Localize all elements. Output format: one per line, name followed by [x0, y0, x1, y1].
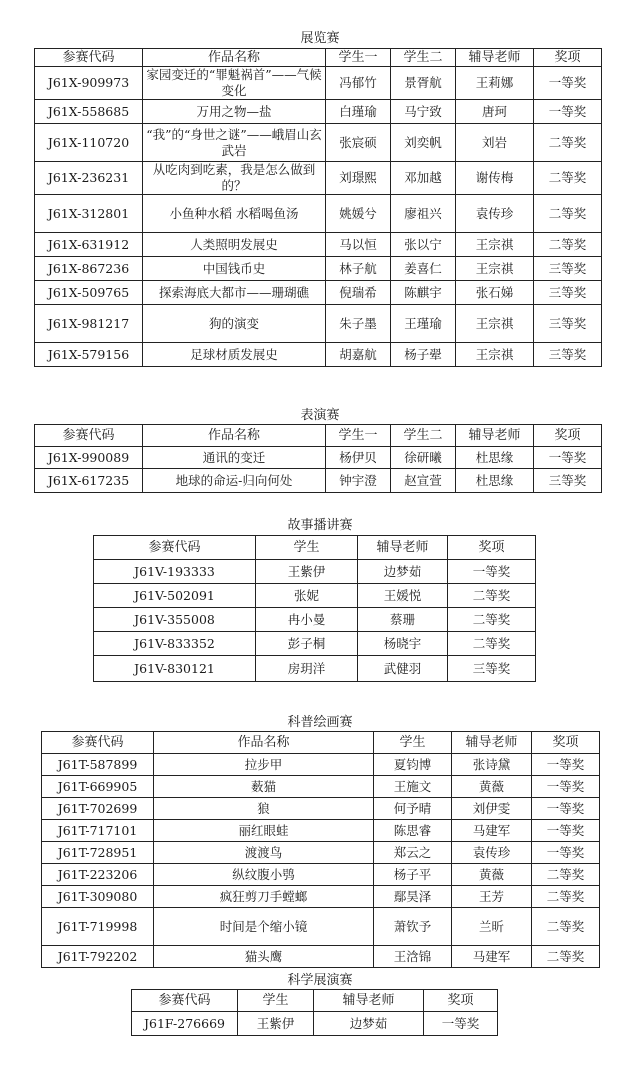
table-cell: 丽红眼蛙: [154, 820, 374, 842]
table-cell: J61V-193333: [94, 560, 256, 584]
table-row: [35, 343, 602, 367]
table-row: [42, 864, 600, 886]
table-cell: 边梦茹: [358, 560, 448, 584]
table-cell: 通讯的变迁: [143, 447, 326, 469]
table-cell: 纵纹腹小鸮: [154, 864, 374, 886]
table-cell: 唐珂: [456, 100, 534, 124]
table-cell: 陈麒宇: [391, 281, 456, 305]
table-cell: J61X-509765: [35, 281, 143, 305]
table-cell: J61X-558685: [35, 100, 143, 124]
table-row: [42, 886, 600, 908]
table-cell: 冉小曼: [256, 608, 358, 632]
table-cell: J61X-990089: [35, 447, 143, 469]
table-row: [42, 908, 600, 946]
table-row: [132, 1012, 498, 1036]
table-cell: 王浛锦: [374, 946, 452, 968]
table-cell: J61X-617235: [35, 469, 143, 493]
table-cell: J61X-981217: [35, 305, 143, 343]
column-header: 学生: [256, 536, 358, 560]
table-cell: 三等奖: [448, 656, 536, 682]
science-show-title: 科学展演赛: [287, 973, 353, 988]
column-header: 作品名称: [143, 425, 326, 447]
table-cell: 郑云之: [374, 842, 452, 864]
table-cell: 狗的演变: [143, 305, 326, 343]
table-cell: 王紫伊: [256, 560, 358, 584]
table-cell: 姚媛兮: [326, 195, 391, 233]
table-row: [42, 946, 600, 968]
table-cell: J61V-833352: [94, 632, 256, 656]
table-cell: J61V-502091: [94, 584, 256, 608]
table-cell: 二等奖: [534, 162, 602, 195]
table-row: [35, 124, 602, 162]
table-cell: J61X-312801: [35, 195, 143, 233]
table-cell: 邓加越: [391, 162, 456, 195]
painting-table: [41, 731, 600, 968]
table-cell: 鄢昊泽: [374, 886, 452, 908]
table-cell: 一等奖: [534, 100, 602, 124]
table-cell: 冯郁竹: [326, 67, 391, 100]
table-cell: 足球材质发展史: [143, 343, 326, 367]
table-cell: 倪瑞希: [326, 281, 391, 305]
table-cell: 一等奖: [532, 798, 600, 820]
table-cell: 马宁致: [391, 100, 456, 124]
table-cell: 王媛悦: [358, 584, 448, 608]
table-cell: 张诗黛: [452, 754, 532, 776]
table-cell: 马建军: [452, 946, 532, 968]
table-row: [35, 195, 602, 233]
table-cell: 二等奖: [534, 124, 602, 162]
column-header: 辅导老师: [358, 536, 448, 560]
table-cell: J61V-355008: [94, 608, 256, 632]
table-cell: J61T-223206: [42, 864, 154, 886]
column-header: 参赛代码: [35, 425, 143, 447]
column-header: 作品名称: [143, 49, 326, 67]
table-cell: 探索海底大都市——珊瑚礁: [143, 281, 326, 305]
column-header: 学生: [238, 990, 314, 1012]
table-row: [35, 469, 602, 493]
table-row: [35, 447, 602, 469]
column-header: 学生一: [326, 425, 391, 447]
table-cell: 张妮: [256, 584, 358, 608]
table-cell: J61T-717101: [42, 820, 154, 842]
table-cell: J61X-631912: [35, 233, 143, 257]
table-cell: 武健羽: [358, 656, 448, 682]
table-cell: 房玥洋: [256, 656, 358, 682]
column-header: 辅导老师: [456, 49, 534, 67]
table-cell: J61X-579156: [35, 343, 143, 367]
header-row: [94, 536, 536, 560]
table-cell: 谢传梅: [456, 162, 534, 195]
table-cell: 三等奖: [534, 257, 602, 281]
table-cell: 王宗祺: [456, 257, 534, 281]
table-cell: 一等奖: [448, 560, 536, 584]
header-row: [35, 425, 602, 447]
table-row: [42, 798, 600, 820]
table-cell: 朱子墨: [326, 305, 391, 343]
table-cell: 徐研曦: [391, 447, 456, 469]
table-cell: 疯狂剪刀手螳螂: [154, 886, 374, 908]
table-cell: J61F-276669: [132, 1012, 238, 1036]
table-cell: 黄薇: [452, 776, 532, 798]
table-cell: 蔡珊: [358, 608, 448, 632]
table-cell: 二等奖: [532, 886, 600, 908]
table-cell: 二等奖: [448, 584, 536, 608]
column-header: 奖项: [534, 49, 602, 67]
table-row: [42, 776, 600, 798]
table-cell: 何予晴: [374, 798, 452, 820]
table-cell: 袁传珍: [452, 842, 532, 864]
table-cell: 时间是个缩小镜: [154, 908, 374, 946]
column-header: 奖项: [532, 732, 600, 754]
table-cell: 张石娣: [456, 281, 534, 305]
table-cell: 王宗祺: [456, 305, 534, 343]
table-cell: 三等奖: [534, 281, 602, 305]
table-cell: 张以宁: [391, 233, 456, 257]
table-cell: J61T-309080: [42, 886, 154, 908]
painting-title: 科普绘画赛: [287, 715, 353, 730]
table-cell: 王施文: [374, 776, 452, 798]
table-cell: 薮猫: [154, 776, 374, 798]
table-cell: 家园变迁的“罪魁祸首”——气候变化: [143, 67, 326, 100]
table-cell: 王瑾瑜: [391, 305, 456, 343]
table-cell: 杨子翚: [391, 343, 456, 367]
table-cell: 三等奖: [534, 469, 602, 493]
table-cell: 二等奖: [448, 632, 536, 656]
table-cell: 二等奖: [532, 908, 600, 946]
table-row: [94, 584, 536, 608]
column-header: 学生二: [391, 425, 456, 447]
column-header: 参赛代码: [132, 990, 238, 1012]
table-cell: 马建军: [452, 820, 532, 842]
table-cell: J61V-830121: [94, 656, 256, 682]
table-row: [35, 281, 602, 305]
table-cell: 二等奖: [534, 195, 602, 233]
table-cell: J61T-587899: [42, 754, 154, 776]
table-cell: 王紫伊: [238, 1012, 314, 1036]
table-cell: J61T-792202: [42, 946, 154, 968]
column-header: 奖项: [424, 990, 498, 1012]
table-cell: 萧钦予: [374, 908, 452, 946]
table-cell: J61T-702699: [42, 798, 154, 820]
table-row: [35, 100, 602, 124]
table-cell: 一等奖: [532, 820, 600, 842]
table-row: [35, 305, 602, 343]
table-row: [94, 656, 536, 682]
table-cell: 刘伊雯: [452, 798, 532, 820]
table-cell: “我”的“身世之谜”——峨眉山玄武岩: [143, 124, 326, 162]
column-header: 辅导老师: [314, 990, 424, 1012]
column-header: 学生二: [391, 49, 456, 67]
table-row: [42, 842, 600, 864]
table-cell: J61T-728951: [42, 842, 154, 864]
table-row: [35, 162, 602, 195]
column-header: 辅导老师: [452, 732, 532, 754]
table-cell: J61T-719998: [42, 908, 154, 946]
table-cell: J61X-236231: [35, 162, 143, 195]
table-cell: J61T-669905: [42, 776, 154, 798]
science-show-table: [131, 989, 498, 1036]
table-cell: 王宗祺: [456, 343, 534, 367]
table-cell: 王宗祺: [456, 233, 534, 257]
column-header: 作品名称: [154, 732, 374, 754]
table-cell: 姜喜仁: [391, 257, 456, 281]
table-cell: 袁传珍: [456, 195, 534, 233]
table-cell: 小鱼种水稻 水稻喝鱼汤: [143, 195, 326, 233]
performance-table: [34, 424, 602, 493]
table-cell: 杜思缘: [456, 469, 534, 493]
table-row: [94, 608, 536, 632]
table-row: [42, 754, 600, 776]
header-row: [132, 990, 498, 1012]
table-row: [94, 560, 536, 584]
table-cell: 猫头鹰: [154, 946, 374, 968]
table-cell: 三等奖: [534, 305, 602, 343]
table-cell: 杨子平: [374, 864, 452, 886]
table-cell: 一等奖: [532, 776, 600, 798]
table-cell: 边梦茹: [314, 1012, 424, 1036]
table-cell: 张宸硕: [326, 124, 391, 162]
table-cell: 刘岩: [456, 124, 534, 162]
storytelling-title: 故事播讲赛: [287, 518, 353, 533]
column-header: 学生: [374, 732, 452, 754]
table-cell: 从吃肉到吃素，我是怎么做到的？: [143, 162, 326, 195]
header-row: [35, 49, 602, 67]
table-cell: 人类照明发展史: [143, 233, 326, 257]
table-cell: 夏钧博: [374, 754, 452, 776]
table-cell: 兰昕: [452, 908, 532, 946]
table-cell: 廖祖兴: [391, 195, 456, 233]
column-header: 奖项: [448, 536, 536, 560]
table-cell: 刘奕帆: [391, 124, 456, 162]
table-row: [42, 820, 600, 842]
column-header: 参赛代码: [35, 49, 143, 67]
column-header: 参赛代码: [94, 536, 256, 560]
column-header: 参赛代码: [42, 732, 154, 754]
table-cell: 杜思缘: [456, 447, 534, 469]
table-cell: 王芳: [452, 886, 532, 908]
column-header: 学生一: [326, 49, 391, 67]
table-cell: J61X-909973: [35, 67, 143, 100]
column-header: 奖项: [534, 425, 602, 447]
table-cell: 二等奖: [532, 946, 600, 968]
table-cell: 赵宣萱: [391, 469, 456, 493]
table-cell: 狼: [154, 798, 374, 820]
table-cell: 林子航: [326, 257, 391, 281]
table-cell: 王莉娜: [456, 67, 534, 100]
table-row: [35, 67, 602, 100]
table-cell: 刘璟熙: [326, 162, 391, 195]
table-cell: 黄薇: [452, 864, 532, 886]
table-cell: 二等奖: [448, 608, 536, 632]
table-cell: 一等奖: [534, 67, 602, 100]
table-cell: 拉步甲: [154, 754, 374, 776]
storytelling-table: [93, 535, 536, 682]
table-cell: 万用之物—盐: [143, 100, 326, 124]
table-cell: 钟宇澄: [326, 469, 391, 493]
table-cell: 渡渡鸟: [154, 842, 374, 864]
column-header: 辅导老师: [456, 425, 534, 447]
table-cell: 一等奖: [534, 447, 602, 469]
table-cell: 马以恒: [326, 233, 391, 257]
header-row: [42, 732, 600, 754]
exhibition-table: [34, 48, 602, 367]
table-cell: J61X-867236: [35, 257, 143, 281]
table-cell: 白瑾瑜: [326, 100, 391, 124]
table-cell: 一等奖: [532, 754, 600, 776]
table-cell: J61X-110720: [35, 124, 143, 162]
table-cell: 杨晓宇: [358, 632, 448, 656]
table-cell: 地球的命运-归向何处: [143, 469, 326, 493]
table-cell: 彭子桐: [256, 632, 358, 656]
table-cell: 中国钱币史: [143, 257, 326, 281]
table-cell: 一等奖: [532, 842, 600, 864]
table-cell: 景胥航: [391, 67, 456, 100]
table-cell: 二等奖: [534, 233, 602, 257]
table-cell: 一等奖: [424, 1012, 498, 1036]
table-row: [35, 233, 602, 257]
exhibition-title: 展览赛: [300, 31, 340, 46]
performance-title: 表演赛: [300, 408, 340, 423]
table-cell: 胡嘉航: [326, 343, 391, 367]
table-cell: 三等奖: [534, 343, 602, 367]
table-cell: 陈思睿: [374, 820, 452, 842]
table-row: [35, 257, 602, 281]
table-cell: 杨伊贝: [326, 447, 391, 469]
table-row: [94, 632, 536, 656]
table-cell: 二等奖: [532, 864, 600, 886]
